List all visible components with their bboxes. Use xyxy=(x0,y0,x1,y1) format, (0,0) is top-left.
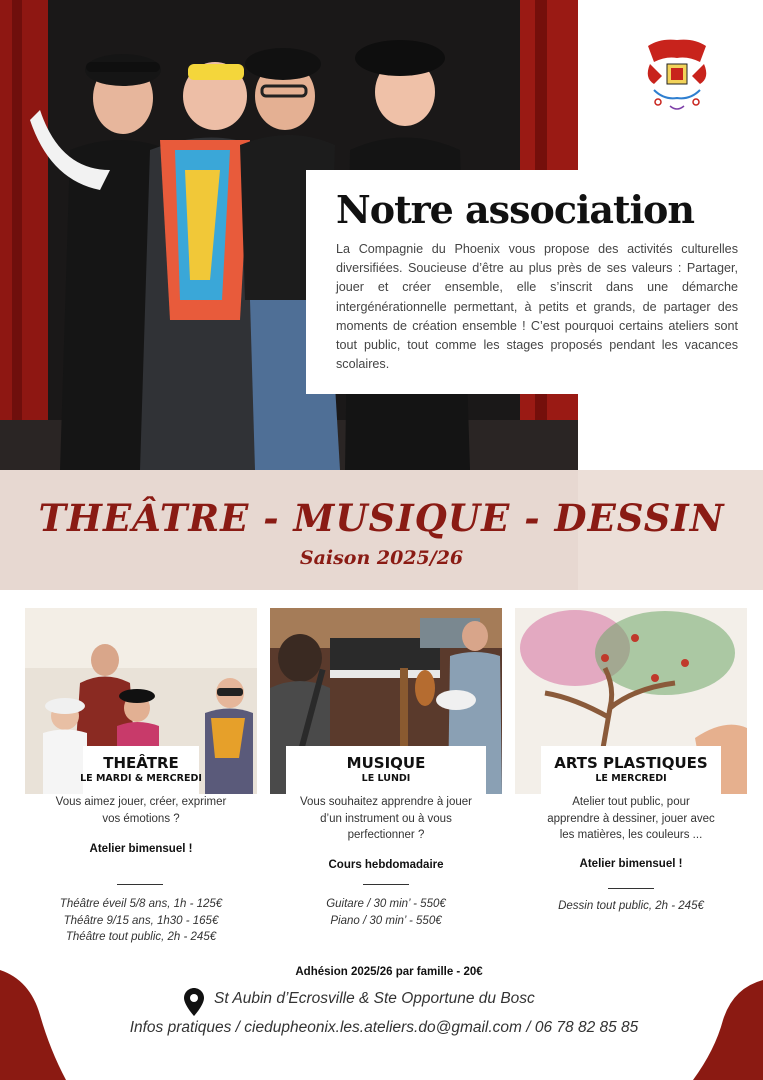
musique-prices xyxy=(270,896,502,929)
musique-description xyxy=(270,794,502,844)
theatre-price-line: Théâtre éveil 5/8 ans, 1h - 125€ xyxy=(59,898,223,910)
arts-price-line: Dessin tout public, 2h - 245€ xyxy=(558,900,704,912)
theatre-prices xyxy=(25,896,257,946)
theatre-day: LE MARDI & MERCREDI xyxy=(80,773,202,784)
theatre-price-line: Théâtre tout public, 2h - 245€ xyxy=(65,931,217,943)
musique-divider xyxy=(363,884,409,885)
banner xyxy=(0,470,763,590)
map-pin-icon xyxy=(184,988,204,1016)
arts-description xyxy=(515,794,747,844)
theatre-name: THEÂTRE xyxy=(103,754,179,772)
location-text: St Aubin d’Ecrosville & Ste Opportune du Bosc xyxy=(214,990,535,1007)
musique-description-line: perfectionner ? xyxy=(347,829,425,841)
musique-price-line: Guitare / 30 min’ - 550€ xyxy=(326,898,446,910)
musique-price-line: Piano / 30 min’ - 550€ xyxy=(330,914,442,927)
banner-season: Saison 2025/26 xyxy=(299,547,464,569)
arts-divider xyxy=(608,888,654,889)
phoenix-logo xyxy=(640,34,714,114)
arts-day: LE MERCREDI xyxy=(595,773,667,784)
theatre-divider xyxy=(117,884,163,885)
banner-title: THEÂTRE - MUSIQUE - DESSIN xyxy=(38,496,725,540)
theatre-price-line: Théâtre 9/15 ans, 1h30 - 165€ xyxy=(63,914,219,927)
theatre-frequency: Atelier bimensuel ! xyxy=(89,843,193,855)
association-box xyxy=(306,170,746,394)
musique-day: LE LUNDI xyxy=(361,773,411,784)
arts-prices xyxy=(515,898,747,915)
musique-frequency: Cours hebdomadaire xyxy=(328,859,444,871)
arts-frequency: Atelier bimensuel ! xyxy=(579,858,683,870)
theatre-description-line: vos émotions ? xyxy=(102,812,180,825)
theatre-description-line: Vous aimez jouer, créer, exprimer xyxy=(55,796,227,808)
arts-description-line: apprendre à dessiner, jouer avec xyxy=(547,812,715,825)
association-title: Notre association xyxy=(336,187,694,232)
adhesion-info: Adhésion 2025/26 par famille - 20€ xyxy=(295,966,483,978)
arts-name: ARTS PLASTIQUES xyxy=(554,754,708,772)
arts-description-line: les matières, les couleurs ... xyxy=(559,829,703,841)
musique-description-line: Vous souhaitez apprendre à jouer xyxy=(300,796,472,808)
association-text: La Compagnie du Phoenix vous propose des activités culturelles diversifiées. Soucieuse d’être au plus près de ses valeurs : Partager, jouer et créer ensemble, elle s’inscrit dans une démarche intergénérationnelle permettant, à petits et grands, de partager des moments de création ensemble ! C’est pourquoi certains ateliers sont tout public, tout comme les stages proposés pendant les vacances scolaires. xyxy=(336,242,738,372)
arts-description-line: Atelier tout public, pour xyxy=(572,796,690,808)
phoenix-logo-icon xyxy=(640,34,714,114)
theatre-description xyxy=(25,794,257,827)
musique-description-line: d’un instrument ou à vous xyxy=(320,812,452,825)
contact-info: Infos pratiques / ciedupheonix.les.ateliers.do@gmail.com / 06 78 82 85 85 xyxy=(129,1019,639,1036)
musique-name: MUSIQUE xyxy=(346,754,426,772)
